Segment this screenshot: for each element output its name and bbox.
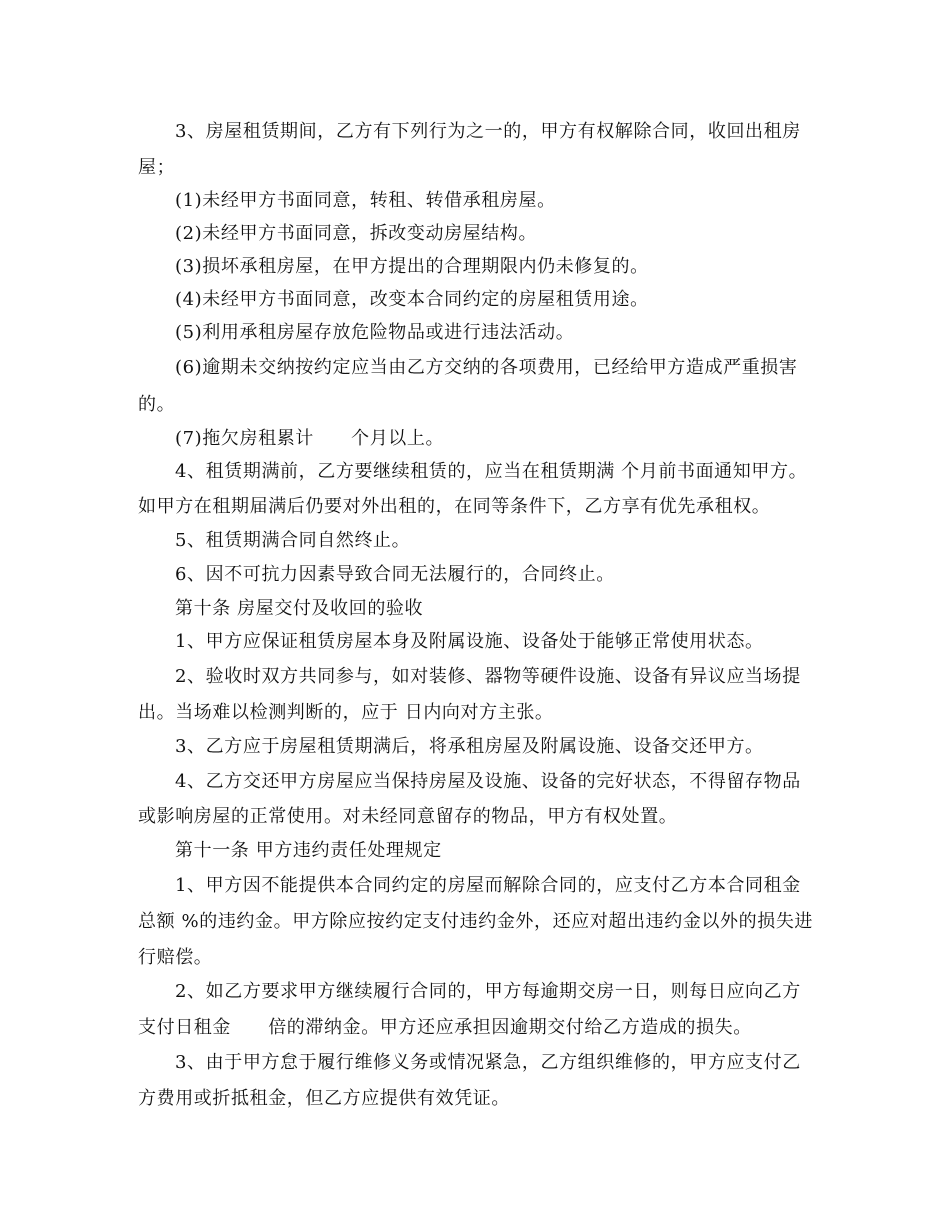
item-2: (2)未经甲方书面同意，拆改变动房屋结构。 [175, 223, 538, 244]
article-10-clause-2-line-1: 2、验收时双方共同参与，如对装修、器物等硬件设施、设备有异议应当场提 [175, 666, 801, 687]
clause-6: 6、因不可抗力因素导致合同无法履行的，合同终止。 [175, 564, 615, 585]
article-10-clause-4-line-2: 或影响房屋的正常使用。对未经同意留存的物品，甲方有权处置。 [138, 806, 678, 827]
article-11-clause-1-line-3: 行赔偿。 [138, 947, 213, 968]
item-1: (1)未经甲方书面同意，转租、转借承租房屋。 [175, 190, 556, 211]
clause-4-line-2: 如甲方在租期届满后仍要对外出租的，在同等条件下，乙方享有优先承租权。 [138, 496, 771, 517]
article-11-clause-2-line-2: 支付日租金 倍的滞纳金。甲方还应承担因逾期交付给乙方造成的损失。 [138, 1017, 752, 1038]
item-6-line-2: 的。 [138, 394, 176, 415]
article-10-heading: 第十条 房屋交付及收回的验收 [175, 598, 424, 619]
clause-3-line-1: 3、房屋租赁期间，乙方有下列行为之一的，甲方有权解除合同，收回出租房 [175, 121, 801, 142]
item-3: (3)损坏承租房屋，在甲方提出的合理期限内仍未修复的。 [175, 256, 649, 277]
item-4: (4)未经甲方书面同意，改变本合同约定的房屋租赁用途。 [175, 289, 649, 310]
clause-3-line-2: 屋； [138, 157, 176, 178]
article-11-clause-3-line-2: 方费用或折抵租金，但乙方应提供有效凭证。 [138, 1088, 510, 1109]
article-10-clause-2-line-2: 出。当场难以检测判断的，应于 日内向对方主张。 [138, 702, 554, 723]
article-11-clause-2-line-1: 2、如乙方要求甲方继续履行合同的，甲方每逾期交房一日，则每日应向乙方 [175, 981, 801, 1002]
article-10-clause-3: 3、乙方应于房屋租赁期满后，将承租房屋及附属设施、设备交还甲方。 [175, 736, 764, 757]
clause-5: 5、租赁期满合同自然终止。 [175, 530, 411, 551]
article-10-clause-4-line-1: 4、乙方交还甲方房屋应当保持房屋及设施、设备的完好状态，不得留存物品 [175, 771, 801, 792]
article-11-heading: 第十一条 甲方违约责任处理规定 [175, 840, 442, 861]
item-5: (5)利用承租房屋存放危险物品或进行违法活动。 [175, 322, 575, 343]
clause-4-line-1: 4、租赁期满前，乙方要继续租赁的，应当在租赁期满 个月前书面通知甲方。 [175, 461, 808, 482]
item-7: (7)拖欠房租累计 个月以上。 [175, 428, 445, 449]
article-10-clause-1: 1、甲方应保证租赁房屋本身及附属设施、设备处于能够正常使用状态。 [175, 631, 764, 652]
article-11-clause-3-line-1: 3、由于甲方怠于履行维修义务或情况紧急，乙方组织维修的，甲方应支付乙 [175, 1052, 801, 1073]
item-6-line-1: (6)逾期未交纳按约定应当由乙方交纳的各项费用，已经给甲方造成严重损害 [175, 357, 798, 378]
article-11-clause-1-line-1: 1、甲方因不能提供本合同约定的房屋而解除合同的，应支付乙方本合同租金 [175, 875, 801, 896]
article-11-clause-1-line-2: 总额 %的违约金。甲方除应按约定支付违约金外，还应对超出违约金以外的损失进 [138, 911, 814, 932]
